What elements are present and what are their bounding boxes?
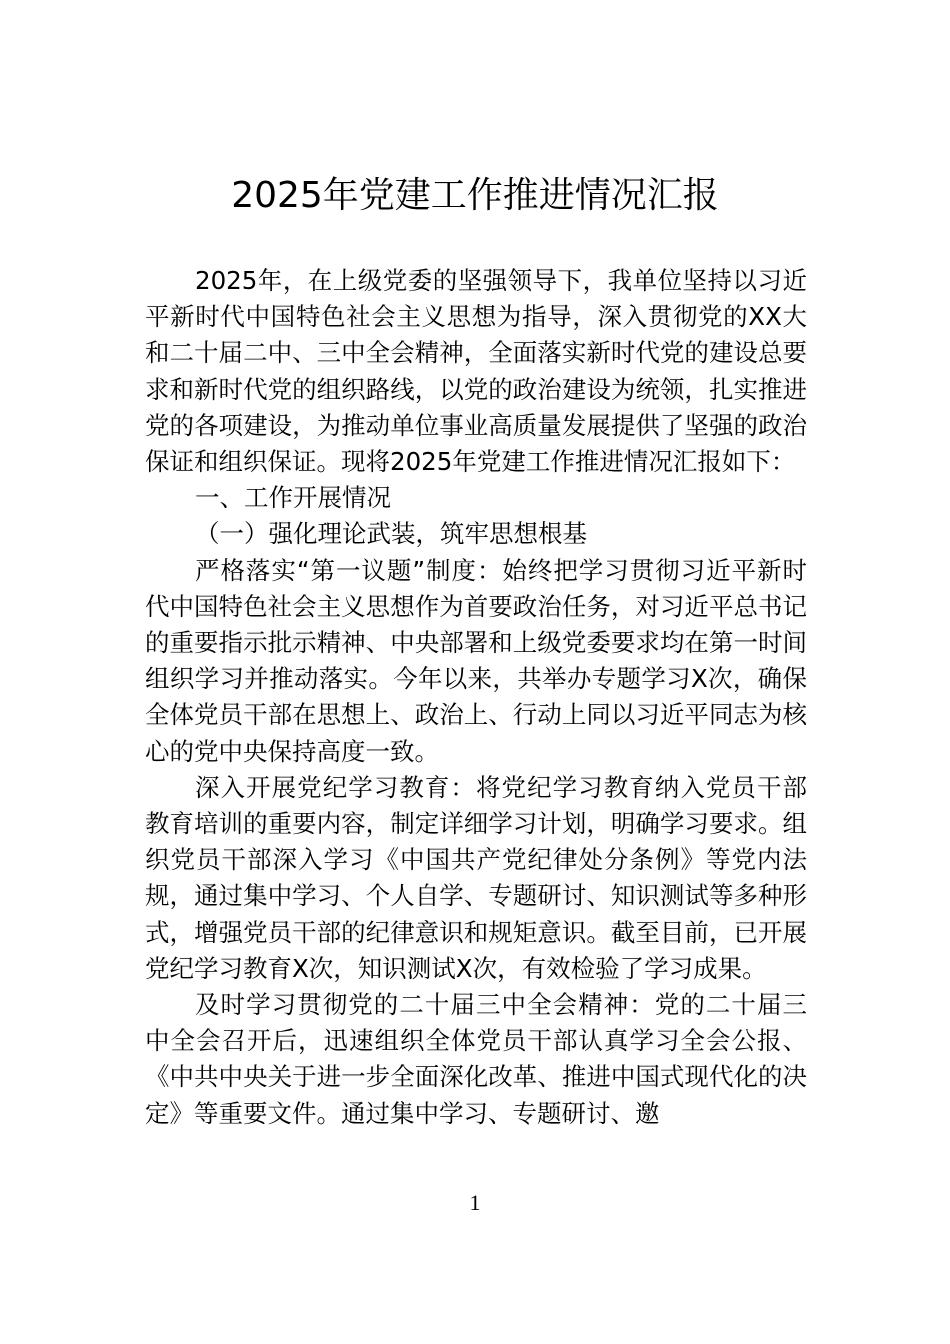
- subsection-heading: （一）强化理论武装，筑牢思想根基: [195, 519, 587, 549]
- body-paragraph: 及时学习贯彻党的二十届三中全会精神：党的二十届三中全会召开后，迅速组织全体党员干部认真学习全会公报、《中共中央关于进一步全面深化改革、推进中国式现代化的决定》等重要文件。通过集中学习、专题研讨、邀: [145, 990, 807, 1128]
- body-paragraph: 深入开展党纪学习教育：将党纪学习教育纳入党员干部教育培训的重要内容，制定详细学习计划，明确学习要求。组织党员干部深入学习《中国共产党纪律处分条例》等党内法规，通过集中学习、个人自学、专题研讨、知识测试等多种形式，增强党员干部的纪律意识和规矩意识。截至目前，已开展党纪学习教育X次，知识测试X次，有效检验了学习成果。: [145, 772, 807, 983]
- document-body: [145, 263, 807, 1132]
- body-paragraph: 严格落实“第一议题”制度：始终把学习贯彻习近平新时代中国特色社会主义思想作为首要政治任务，对习近平总书记的重要指示批示精神、中央部署和上级党委要求均在第一时间组织学习并推动落实。今年以来，共举办专题学习X次，确保全体党员干部在思想上、政治上、行动上同以习近平同志为核心的党中央保持高度一致。: [145, 555, 807, 766]
- document-title: 2025年党建工作推进情况汇报: [231, 175, 719, 216]
- section-heading: 一、工作开展情况: [195, 483, 391, 513]
- intro-paragraph: 2025年，在上级党委的坚强领导下，我单位坚持以习近平新时代中国特色社会主义思想为指导，深入贯彻党的XX大和二十届二中、三中全会精神，全面落实新时代党的建设总要求和新时代党的组织路线，以党的政治建设为统领，扎实推进党的各项建设，为推动单位事业高质量发展提供了坚强的政治保证和组织保证。现将2025年党建工作推进情况汇报如下：: [145, 266, 807, 477]
- page-number: 1: [469, 1190, 481, 1215]
